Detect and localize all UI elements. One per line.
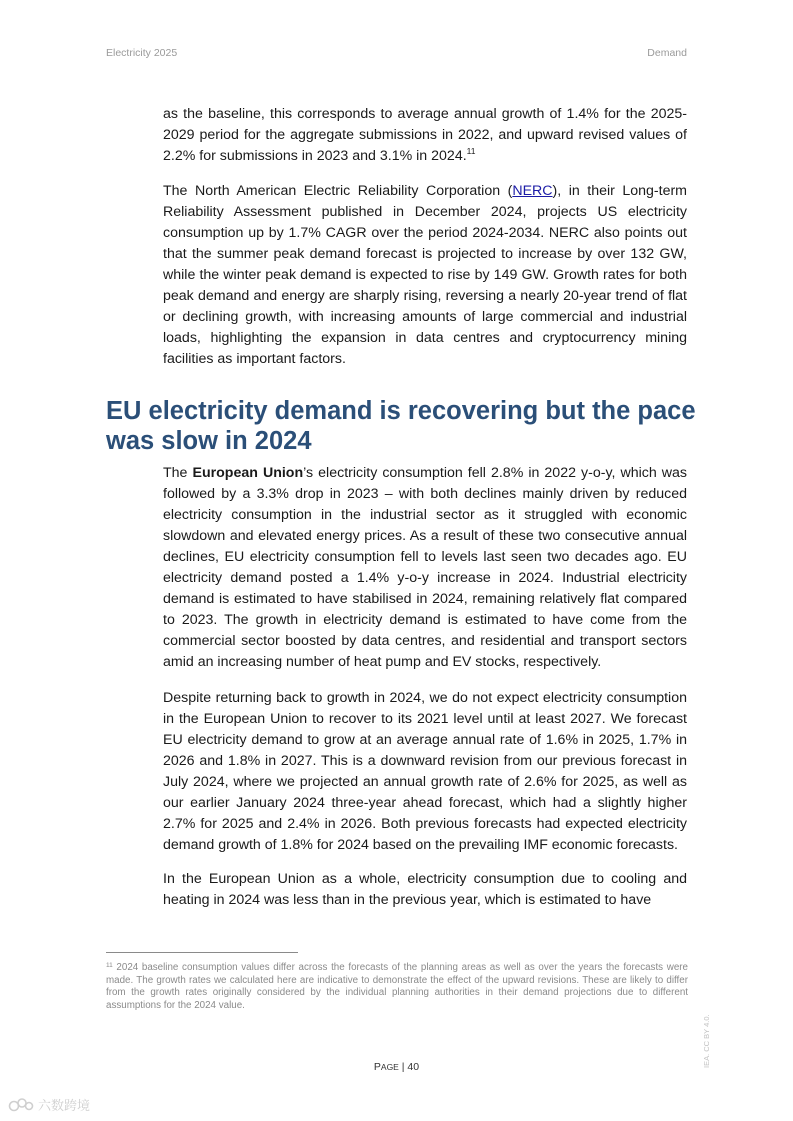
page-label-rest: AGE bbox=[380, 1062, 399, 1072]
paragraph-eu-forecast: Despite returning back to growth in 2024, we do not expect electricity consumption in the European Union to recover to its 2021 level until at least 2027. We forecast EU electricity demand to grow at an average annual rate of 1.6% in 2025, 1.7% in 2026 and 1.8% in 2027. This is a downward revision from our previous forecast in July 2024, where we projected an annual growth rate of 2.6% for 2025, as well as our earlier January 2024 three-year ahead forecast, which had a slightly higher 2.7% for 2025 and 2.4% in 2026. Both previous forecasts had expected electricity demand growth of 1.8% for 2024 based on the prevailing IMF economic forecasts. bbox=[163, 690, 687, 853]
footnote-reference[interactable]: 11 bbox=[466, 146, 476, 156]
watermark bbox=[8, 1095, 90, 1114]
license-notice: IEA. CC BY 4.0. bbox=[702, 1014, 711, 1068]
running-header-section: Demand bbox=[647, 47, 687, 59]
paragraph-text: ), in their Long-term Reliability Assessment published in December 2024, projects US electricity consumption up by 1.7% CAGR over the period 2024-2034. NERC also points out that the summer peak demand forecast is projected to increase by over 132 GW, while the winter peak demand is expected to rise by 149 GW. Growth rates for both peak demand and energy are sharply rising, reversing a nearly 20-year trend of flat or declining growth, with increasing amounts of large commercial and industrial loads, highlighting the expansion in data centres and cryptocurrency mining facilities as important factors. bbox=[163, 183, 688, 367]
watermark-text: 六数跨境 bbox=[38, 1098, 91, 1113]
paragraph-eu-consumption bbox=[163, 463, 687, 673]
watermark-logo-icon bbox=[8, 1097, 34, 1113]
paragraph-text: The bbox=[163, 465, 193, 481]
running-header-title: Electricity 2025 bbox=[106, 47, 178, 59]
paragraph-text: as the baseline, this corresponds to average annual growth of 1.4% for the 2025-2029 period for the aggregate submissions in 2022, and upward revised values of 2.2% for submissions in 2023 and 3.1% in 2024. bbox=[163, 106, 687, 164]
paragraph-text: ’s electricity consumption fell 2.8% in 2022 y-o-y, which was followed by a 3.3% drop in 2023 – with both declines mainly driven by reduced electricity consumption in the industrial sector as it struggled with economic slowdown and elevated energy prices. As a result of these two consecutive annual declines, EU electricity consumption fell to levels last seen two decades ago. EU electricity demand posted a 1.4% y-o-y increase in 2024. Industrial electricity demand is estimated to have stabilised in 2024, remaining relatively flat compared to 2023. The growth in electricity demand is estimated to have come from the commercial sector boosted by data centres, and residential and transport sectors amid an increasing number of heat pump and EV stocks, respectively. bbox=[163, 465, 687, 670]
footnote-number: 11 bbox=[106, 962, 113, 969]
footnote bbox=[106, 962, 688, 1012]
paragraph-text: The North American Electric Reliability Corporation ( bbox=[163, 183, 513, 199]
footnote-text: 2024 baseline consumption values differ across the forecasts of the planning areas as well as over the years the forecasts were made. The growth rates we calculated here are indicative to demonstrate the effect of the upward revisions. These are likely to differ from the growth rates originally considered by the individual planning authorities in their demand projections due to different assumptions for the 2024 value. bbox=[106, 962, 688, 1011]
bold-term-european-union: European Union bbox=[192, 465, 304, 481]
paragraph-cooling-heating: In the European Union as a whole, electricity consumption due to cooling and heating in 2024 was less than in the previous year, which is estimated to have bbox=[163, 871, 687, 908]
nerc-link[interactable]: NERC bbox=[512, 183, 553, 199]
paragraph-baseline-growth bbox=[163, 104, 687, 167]
section-heading: EU electricity demand is recovering but the pace was slow in 2024 bbox=[106, 397, 696, 455]
page-label-initial: P bbox=[373, 1061, 381, 1073]
page-number-value: 40 bbox=[407, 1061, 420, 1073]
footnote-divider bbox=[106, 952, 298, 953]
page-separator: | bbox=[398, 1061, 408, 1073]
page-number bbox=[0, 1061, 793, 1073]
paragraph-nerc bbox=[163, 181, 687, 370]
